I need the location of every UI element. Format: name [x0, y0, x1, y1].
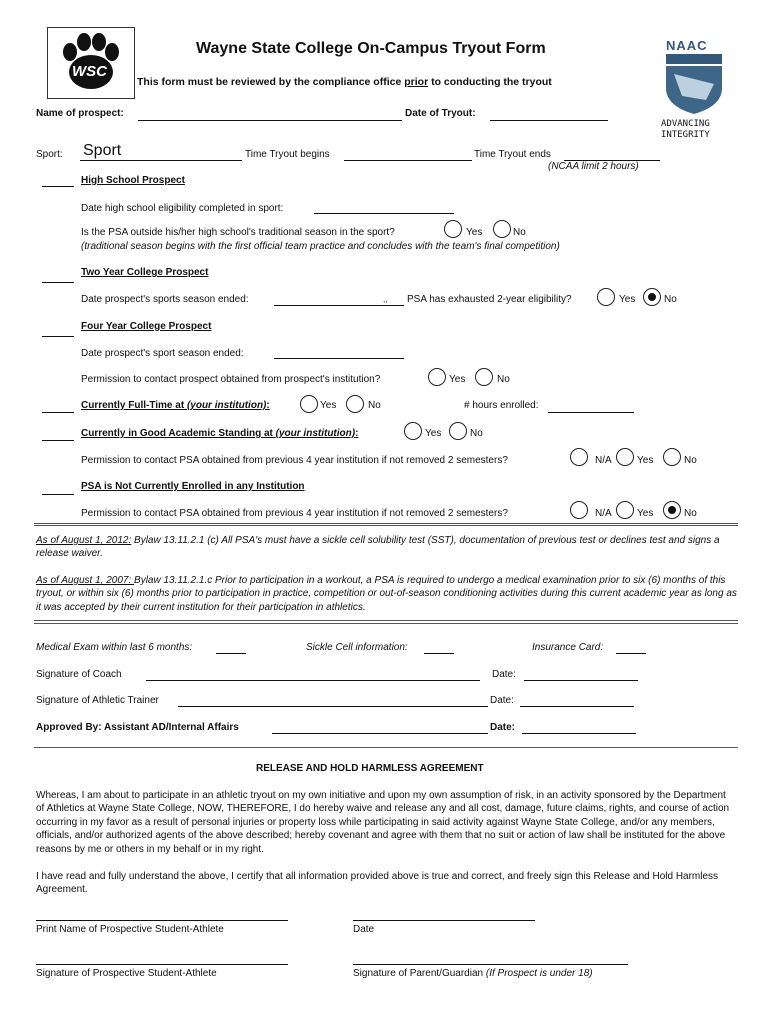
not-enrolled-na-radio[interactable]: [570, 501, 588, 519]
fulltime-yes-radio[interactable]: [300, 395, 318, 413]
parent-signature-field[interactable]: [353, 964, 628, 965]
print-date-label: Date: [353, 924, 375, 935]
not-enrolled-na-label: N/A: [595, 508, 612, 519]
trainer-date-label: Date:: [490, 695, 514, 706]
four-year-permission-no-label: No: [497, 374, 510, 385]
sport-label: Sport:: [36, 149, 63, 160]
trainer-signature-field[interactable]: [178, 706, 488, 707]
time-begins-field[interactable]: [344, 160, 472, 161]
trainer-signature-label: Signature of Athletic Trainer: [36, 695, 159, 706]
four-year-ended-label: Date prospect's sport season ended:: [81, 348, 244, 359]
four-year-permission-yes-radio[interactable]: [428, 368, 446, 386]
four-year-previous-yes-label: Yes: [637, 455, 654, 466]
good-standing-no-radio[interactable]: [449, 422, 467, 440]
form-title: Wayne State College On-Campus Tryout Form: [196, 40, 546, 57]
two-year-no-radio[interactable]: [643, 288, 661, 306]
student-signature-field[interactable]: [36, 964, 288, 965]
approved-date-label: Date:: [490, 722, 516, 733]
coach-date-field[interactable]: [524, 680, 638, 681]
hs-season-yes-label: Yes: [466, 227, 483, 238]
hs-eligibility-label: Date high school eligibility completed in sport:: [81, 203, 284, 214]
four-year-previous-no-label: No: [684, 455, 697, 466]
approved-by-label: Approved By: Assistant AD/Internal Affairs: [36, 722, 239, 733]
medical-exam-label: Medical Exam within last 6 months:: [36, 642, 193, 653]
hs-season-no-radio[interactable]: [493, 220, 511, 238]
approved-by-field[interactable]: [272, 733, 488, 734]
divider: [34, 620, 738, 621]
high-school-heading: High School Prospect: [81, 175, 185, 186]
naac-logo-text: NAAC: [666, 38, 708, 53]
four-year-previous-label: Permission to contact PSA obtained from previous 4 year institution if not removed 2 semesters?: [81, 455, 508, 466]
release-title: RELEASE AND HOLD HARMLESS AGREEMENT: [256, 763, 484, 774]
coach-signature-label: Signature of Coach: [36, 669, 122, 680]
naac-tagline-2: INTEGRITY: [661, 130, 710, 140]
not-enrolled-no-label: No: [684, 508, 697, 519]
medical-exam-field[interactable]: [216, 653, 246, 654]
coach-signature-field[interactable]: [146, 680, 480, 681]
four-year-permission-label: Permission to contact prospect obtained from prospect's institution?: [81, 374, 381, 385]
good-standing-yes-radio[interactable]: [404, 422, 422, 440]
name-field[interactable]: [138, 120, 402, 121]
good-standing-check[interactable]: [42, 440, 74, 441]
four-year-permission-no-radio[interactable]: [475, 368, 493, 386]
four-year-previous-na-label: N/A: [595, 455, 612, 466]
fulltime-no-label: No: [368, 400, 381, 411]
wsc-logo: [47, 27, 135, 99]
hs-eligibility-field[interactable]: [314, 213, 454, 214]
insurance-card-field[interactable]: [616, 653, 646, 654]
two-year-yes-radio[interactable]: [597, 288, 615, 306]
divider: [34, 747, 738, 748]
trainer-date-field[interactable]: [520, 706, 634, 707]
form-subtitle: This form must be reviewed by the compliance office prior to conducting the tryout: [137, 76, 552, 88]
sickle-cell-label: Sickle Cell information:: [306, 642, 408, 653]
name-label: Name of prospect:: [36, 108, 124, 119]
sport-field-line: [80, 160, 242, 161]
hs-season-yes-radio[interactable]: [444, 220, 462, 238]
logo-text: WSC: [72, 63, 107, 80]
divider: [34, 525, 738, 526]
fulltime-yes-label: Yes: [320, 400, 337, 411]
hs-season-question: Is the PSA outside his/her high school's traditional season in the sport?: [81, 227, 395, 238]
four-year-previous-na-radio[interactable]: [570, 448, 588, 466]
four-year-check[interactable]: [42, 336, 74, 337]
tryout-date-field[interactable]: [490, 120, 608, 121]
four-year-ended-field[interactable]: [274, 358, 404, 359]
time-ends-label: Time Tryout ends: [474, 149, 551, 160]
four-year-previous-yes-radio[interactable]: [616, 448, 634, 466]
fulltime-check[interactable]: [42, 412, 74, 413]
two-year-ended-label: Date prospect's sports season ended:: [81, 294, 249, 305]
sport-field[interactable]: Sport: [83, 142, 122, 159]
ncaa-note: (NCAA limit 2 hours): [548, 161, 639, 172]
approved-date-field[interactable]: [522, 733, 636, 734]
divider: [34, 623, 738, 624]
print-name-label: Print Name of Prospective Student-Athlete: [36, 924, 224, 935]
two-year-ended-value: ,,: [383, 295, 388, 304]
two-year-heading: Two Year College Prospect: [81, 267, 209, 278]
fulltime-label: Currently Full-Time at (your institution):: [81, 400, 270, 411]
sickle-cell-field[interactable]: [424, 653, 454, 654]
student-signature-label: Signature of Prospective Student-Athlete: [36, 968, 217, 979]
two-year-check[interactable]: [42, 282, 74, 283]
insurance-card-label: Insurance Card:: [532, 642, 604, 653]
good-standing-yes-label: Yes: [425, 428, 442, 439]
tryout-date-label: Date of Tryout:: [405, 108, 476, 119]
parent-signature-label: Signature of Parent/Guardian (If Prospect is under 18): [353, 968, 593, 979]
good-standing-label: Currently in Good Academic Standing at (your institution):: [81, 428, 359, 439]
coach-date-label: Date:: [492, 669, 516, 680]
hours-enrolled-field[interactable]: [548, 412, 634, 413]
naac-logo: [656, 40, 732, 116]
print-date-field[interactable]: [353, 920, 535, 921]
print-name-field[interactable]: [36, 920, 288, 921]
two-year-yes-label: Yes: [619, 294, 636, 305]
fulltime-no-radio[interactable]: [346, 395, 364, 413]
four-year-heading: Four Year College Prospect: [81, 321, 212, 332]
bylaw-2007: As of August 1, 2007: Bylaw 13.11.2.1.c Prior to participation in a workout, a PSA is required to undergo a medical examination prior to six (6) months of this tryout, or within six (6) months prior to participation in practice, competition or out-of-season conditioning activities during this current academic year as long as it was accepted by their current institution for their participation in athletics.: [36, 575, 737, 613]
bylaw-2012: As of August 1, 2012: Bylaw 13.11.2.1 (c) All PSA's must have a sickle cell solubility test (SST), documentation of previous test or declines test and signs a release waiver.: [36, 535, 720, 560]
time-begins-label: Time Tryout begins: [245, 149, 330, 160]
hs-season-no-label: No: [513, 227, 526, 238]
not-enrolled-yes-label: Yes: [637, 508, 654, 519]
hours-enrolled-label: # hours enrolled:: [464, 400, 539, 411]
not-enrolled-check[interactable]: [42, 494, 74, 495]
good-standing-no-label: No: [470, 428, 483, 439]
release-paragraph-1: Whereas, I am about to participate in an athletic tryout on my own initiative and upon my own assumption of risk, in an activity sponsored by the Department of Athletics at Wayne State College, NOW, THEREFORE, I do hereby waive and release any and all cost, damage, future claims, rights, and course of action occurring in my favor as a result of personal injuries or property loss while participating in said activity against Wayne State College, and/or any members, officials, and/or authorized agents of the above described; hereby covenant and agree with them that no suit or action of law shall be instituted for the above reasons by me or others in my behalf or in my right.: [36, 790, 730, 855]
high-school-check[interactable]: [42, 186, 74, 187]
divider: [34, 523, 738, 524]
two-year-exhausted-label: PSA has exhausted 2-year eligibility?: [407, 294, 572, 305]
release-paragraph-2: I have read and fully understand the above, I certify that all information provided above is true and correct, and freely sign this Release and Hold Harmless Agreement.: [36, 871, 719, 896]
not-enrolled-yes-radio[interactable]: [616, 501, 634, 519]
not-enrolled-no-radio[interactable]: [663, 501, 681, 519]
not-enrolled-heading: PSA is Not Currently Enrolled in any Institution: [81, 481, 305, 492]
two-year-no-label: No: [664, 294, 677, 305]
not-enrolled-previous-label: Permission to contact PSA obtained from previous 4 year institution if not removed 2 semesters?: [81, 508, 508, 519]
four-year-previous-no-radio[interactable]: [663, 448, 681, 466]
four-year-permission-yes-label: Yes: [449, 374, 466, 385]
naac-tagline-1: ADVANCING: [661, 119, 710, 129]
hs-season-note: (traditional season begins with the first official team practice and concludes with the team's final competition): [81, 241, 560, 252]
